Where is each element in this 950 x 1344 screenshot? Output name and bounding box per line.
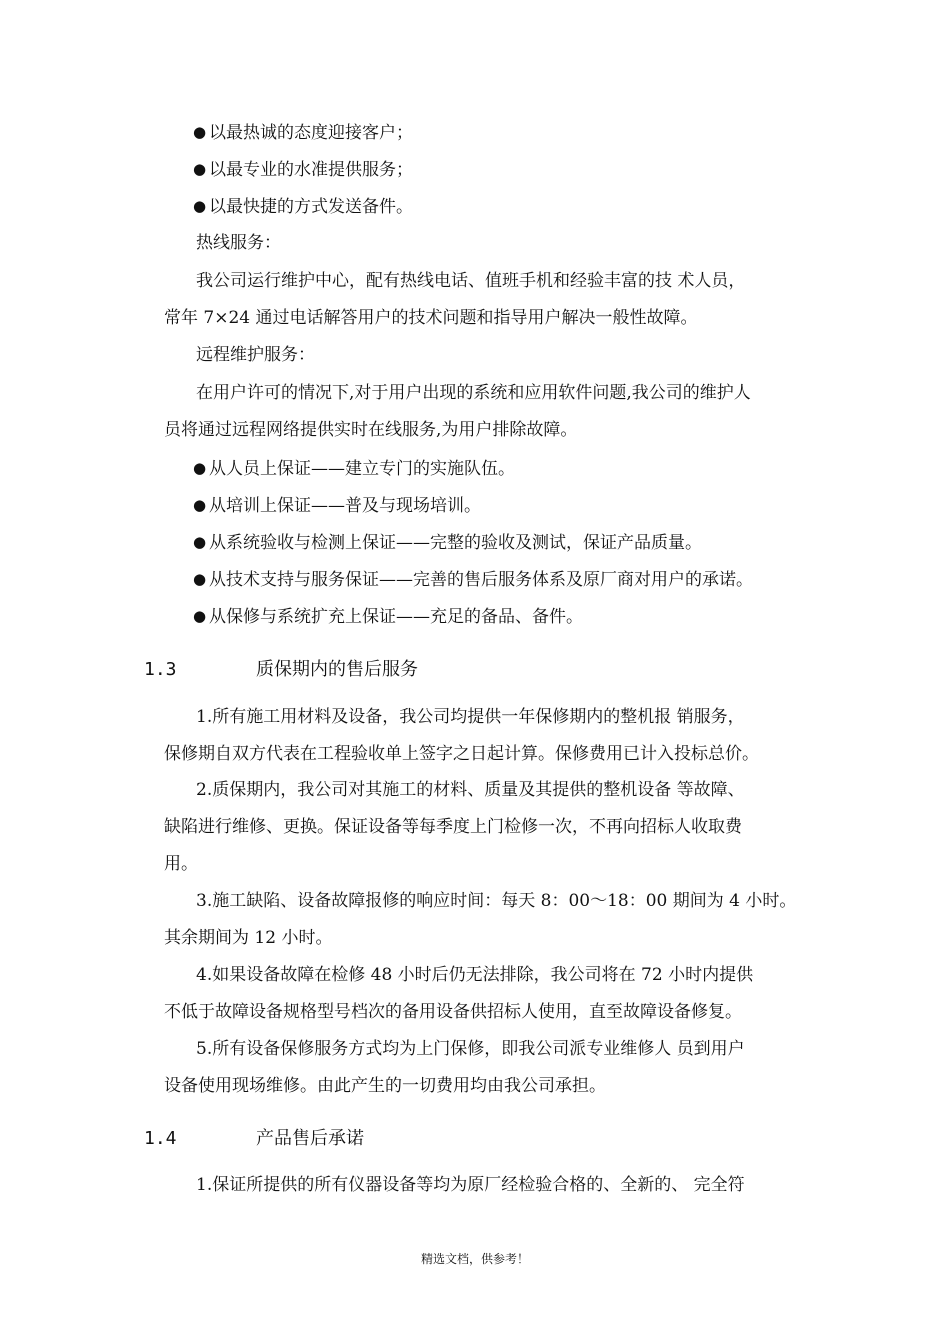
page-footer: 精选文档，供参考！ [420, 1252, 529, 1266]
section-title: 质保期内的售后服务 [256, 659, 418, 680]
bullet-dot-icon: ● [193, 607, 207, 625]
paragraph-line: 5.所有设备保修服务方式均为上门保修，即我公司派专业维修人 员到用户 [196, 1039, 745, 1059]
paragraph-line: 保修期自双方代表在工程验收单上签字之日起计算。保修费用已计入投标总价。 [164, 744, 759, 764]
bullet-item: ● 以最热诚的态度迎接客户； [193, 120, 804, 145]
paragraph-line: 4.如果设备故障在检修 48 小时后仍无法排除，我公司将在 72 小时内提供 [196, 965, 754, 985]
bullet-dot-icon: ● [193, 197, 207, 215]
guarantee-item: ● 从培训上保证——普及与现场培训。 [193, 493, 804, 518]
paragraph-line: 其余期间为 12 小时。 [164, 928, 333, 948]
section-title: 产品售后承诺 [256, 1128, 364, 1149]
paragraph-line: 2.质保期内，我公司对其施工的材料、质量及其提供的整机设备 等故障、 [196, 780, 745, 800]
bullet-dot-icon: ● [193, 533, 207, 551]
remote-text-line: 员将通过远程网络提供实时在线服务,为用户排除故障。 [164, 420, 578, 440]
section-heading-1-3 [144, 657, 418, 683]
hotline-title: 热线服务： [196, 233, 281, 253]
paragraph-line: 1.保证所提供的所有仪器设备等均为原厂经检验合格的、全新的、 完全符 [196, 1175, 745, 1195]
paragraph-line: 3.施工缺陷、设备故障报修的响应时间：每天 8：00～18：00 期间为 4 小时。 [196, 891, 797, 911]
hotline-text-line: 常年 7×24 通过电话解答用户的技术问题和指导用户解决一般性故障。 [164, 308, 698, 328]
paragraph-line: 设备使用现场维修。由此产生的一切费用均由我公司承担。 [164, 1076, 606, 1096]
remote-text-line: 在用户许可的情况下,对于用户出现的系统和应用软件问题,我公司的维护人 [196, 383, 751, 403]
guarantee-item: ● 从系统验收与检测上保证——完整的验收及测试，保证产品质量。 [193, 530, 804, 555]
guarantee-item: ● 从技术支持与服务保证——完善的售后服务体系及原厂商对用户的承诺。 [193, 567, 804, 592]
hotline-text-line: 我公司运行维护中心，配有热线电话、值班手机和经验丰富的技 术人员， [196, 271, 746, 291]
paragraph-line: 不低于故障设备规格型号档次的备用设备供招标人使用，直至故障设备修复。 [164, 1002, 742, 1022]
bullet-item: ● 以最快捷的方式发送备件。 [193, 194, 804, 219]
guarantee-item: ● 从保修与系统扩充上保证——充足的备品、备件。 [193, 604, 804, 629]
paragraph-line: 用。 [164, 854, 198, 874]
remote-title: 远程维护服务： [196, 345, 315, 365]
bullet-item: ● 以最专业的水准提供服务； [193, 157, 804, 182]
section-number: 1.3 [144, 659, 177, 680]
bullet-dot-icon: ● [193, 123, 207, 141]
section-heading-1-4 [144, 1126, 364, 1152]
bullet-dot-icon: ● [193, 459, 207, 477]
paragraph-line: 1.所有施工用材料及设备，我公司均提供一年保修期内的整机报 销服务， [196, 707, 745, 727]
bullet-dot-icon: ● [193, 160, 207, 178]
bullet-dot-icon: ● [193, 496, 207, 514]
section-number: 1.4 [144, 1128, 177, 1149]
bullet-dot-icon: ● [193, 570, 207, 588]
guarantee-item: ● 从人员上保证——建立专门的实施队伍。 [193, 456, 804, 481]
paragraph-line: 缺陷进行维修、更换。保证设备等每季度上门检修一次，不再向招标人收取费 [164, 817, 742, 837]
